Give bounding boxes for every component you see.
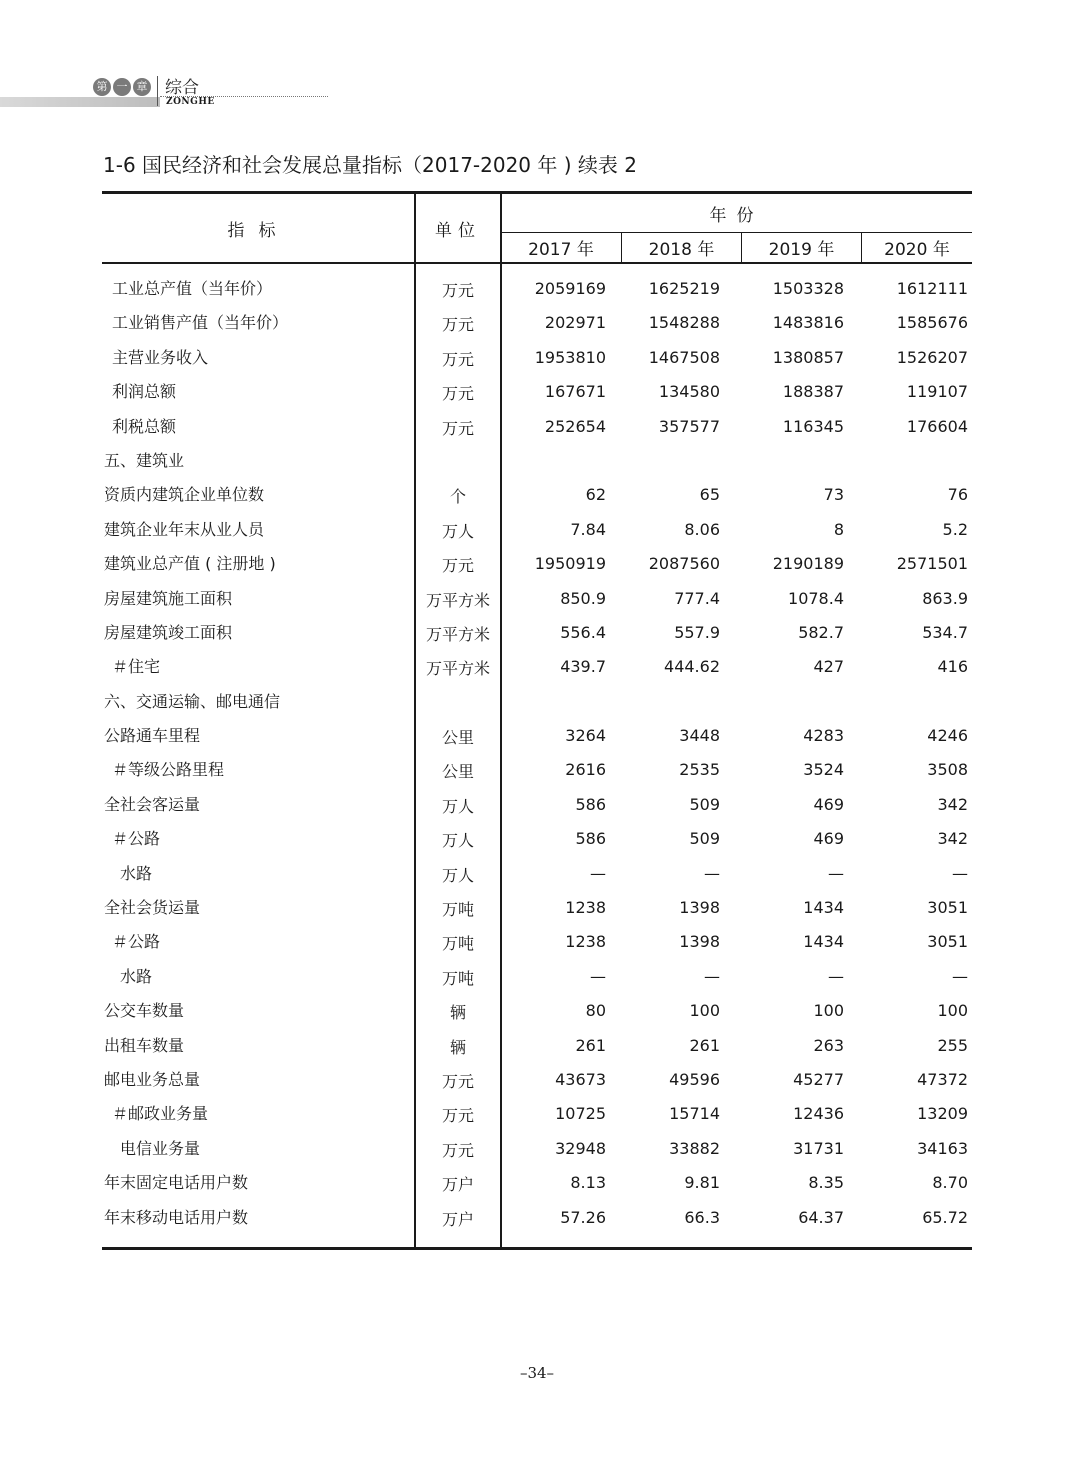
row-unit: 万元 (441, 556, 474, 576)
table-row (102, 272, 972, 306)
row-value: 582.7 (798, 622, 844, 642)
row-value (610, 444, 720, 478)
row-value: 2535 (679, 760, 720, 780)
row-value: 416 (937, 657, 968, 677)
row-unit: 万元 (441, 315, 474, 335)
table-row (102, 375, 972, 409)
row-value: 1380857 (772, 347, 844, 367)
row-indicator: 公路通车里程 (104, 726, 201, 746)
row-value: 167671 (544, 382, 606, 402)
row-unit: 万平方米 (425, 659, 490, 679)
row-value (858, 444, 968, 478)
chapter-seal-char: 一 (113, 78, 131, 96)
table-row (102, 1097, 972, 1131)
table-row (102, 994, 972, 1028)
row-unit (415, 687, 501, 721)
row-value: 1625219 (648, 279, 720, 298)
row-value: 1398 (679, 898, 720, 918)
row-indicator: 电信业务量 (120, 1138, 201, 1158)
row-indicator: 资质内建筑企业单位数 (104, 485, 265, 505)
row-value: 13209 (917, 1104, 968, 1124)
table-row (102, 753, 972, 787)
row-indicator: 房屋建筑竣工面积 (104, 622, 233, 642)
row-value: 1483816 (772, 313, 844, 333)
row-indicator: 公交车数量 (104, 1001, 185, 1021)
table-row (102, 513, 972, 547)
col-header-year: 2018 年 (648, 240, 715, 260)
row-value: 1548288 (648, 313, 720, 333)
row-unit: 万元 (441, 281, 474, 300)
table-row (102, 410, 972, 444)
row-value: 65.72 (922, 1207, 968, 1227)
row-value: 3051 (927, 898, 968, 918)
row-value: 57.26 (560, 1207, 606, 1227)
row-indicator: ＃等级公路里程 (112, 760, 225, 780)
row-value (734, 685, 844, 719)
row-unit: 万吨 (441, 900, 474, 920)
row-value: 15714 (669, 1104, 720, 1124)
row-value (496, 685, 606, 719)
row-value: 252654 (544, 416, 606, 436)
row-value: — (590, 966, 606, 986)
year-divider (741, 233, 742, 262)
row-value: 3508 (927, 760, 968, 780)
header-gray-bar (0, 97, 160, 107)
row-unit: 万户 (441, 1209, 474, 1229)
row-value: 1078.4 (788, 588, 844, 608)
row-value: 9.81 (684, 1173, 720, 1193)
col-header-year: 2019 年 (768, 240, 835, 260)
row-value: 3264 (565, 726, 606, 746)
row-value: 342 (937, 794, 968, 814)
col-header-years: 年份 (501, 194, 972, 233)
row-value: 34163 (917, 1138, 968, 1158)
page-number: –34– (519, 1364, 555, 1382)
row-value: 255 (937, 1035, 968, 1055)
chapter-seal-char: 章 (133, 78, 151, 96)
row-value: 73 (823, 485, 844, 505)
table-row (102, 478, 972, 512)
row-value: 202971 (544, 313, 606, 333)
row-value: 3448 (679, 726, 720, 746)
row-value: 5.2 (942, 519, 968, 539)
row-indicator: 年末固定电话用户数 (104, 1173, 249, 1193)
row-value: 4246 (927, 726, 968, 746)
table-row (102, 788, 972, 822)
table-row (102, 719, 972, 753)
table-row (102, 341, 972, 375)
column-divider-unit (500, 191, 502, 1250)
row-unit: 公里 (441, 762, 474, 782)
row-value: 65 (699, 485, 720, 505)
row-value: 33882 (669, 1138, 720, 1158)
row-value: 4283 (803, 726, 844, 746)
row-value (496, 444, 606, 478)
row-indicator: 房屋建筑施工面积 (104, 588, 233, 608)
table-body (102, 264, 972, 1247)
table-row (102, 960, 972, 994)
row-value: 32948 (555, 1138, 606, 1158)
row-value: 8.70 (932, 1173, 968, 1193)
row-value: 43673 (555, 1069, 606, 1089)
row-value: 863.9 (922, 588, 968, 608)
row-value: 1238 (565, 898, 606, 918)
col-header-year: 2020 年 (884, 240, 950, 260)
row-unit: 万元 (441, 1106, 474, 1126)
row-value: — (590, 863, 606, 883)
row-value: — (828, 966, 844, 986)
row-value: — (952, 863, 968, 883)
row-value: 1503328 (772, 279, 844, 298)
table-bottom-rule (102, 1247, 972, 1250)
row-indicator: 工业销售产值（当年价） (112, 313, 289, 333)
row-value: 1238 (565, 932, 606, 952)
row-value: 47372 (917, 1069, 968, 1089)
table-row (102, 1166, 972, 1200)
row-unit: 万元 (441, 1140, 474, 1160)
row-value: 7.84 (570, 519, 606, 539)
row-value: 3524 (803, 760, 844, 780)
table-row (102, 547, 972, 581)
row-value: 119107 (906, 382, 968, 402)
row-value: 427 (813, 657, 844, 677)
row-unit: 万吨 (441, 968, 474, 988)
row-value (610, 685, 720, 719)
row-value: 557.9 (674, 622, 720, 642)
table-header (102, 194, 972, 262)
row-unit: 公里 (441, 728, 474, 748)
table-row (102, 306, 972, 340)
row-value: 8 (833, 519, 844, 539)
row-value: 1467508 (648, 347, 720, 367)
row-value: 10725 (555, 1104, 606, 1124)
row-unit: 万元 (441, 384, 474, 404)
table-row (102, 685, 972, 719)
row-value: 509 (689, 829, 720, 849)
row-value: — (704, 863, 720, 883)
row-unit: 万人 (441, 796, 474, 816)
col-header-indicator: 指标 (227, 220, 290, 241)
table-row (102, 822, 972, 856)
row-value: 586 (575, 794, 606, 814)
row-value: 850.9 (560, 588, 606, 608)
row-unit: 万户 (441, 1175, 474, 1195)
row-value: 357577 (658, 416, 720, 436)
row-value: 469 (813, 794, 844, 814)
row-value: 134580 (658, 382, 720, 402)
table-row (102, 1029, 972, 1063)
row-value: 49596 (669, 1069, 720, 1089)
row-value: 116345 (782, 416, 844, 436)
row-value: 2059169 (534, 279, 606, 298)
row-unit: 万人 (441, 865, 474, 885)
table-row (102, 616, 972, 650)
row-unit: 万人 (441, 831, 474, 851)
table-row (102, 857, 972, 891)
row-unit: 万吨 (441, 934, 474, 954)
row-value: 586 (575, 829, 606, 849)
row-value (858, 685, 968, 719)
chapter-divider (157, 76, 158, 106)
row-value: 188387 (782, 382, 844, 402)
row-value: 2616 (565, 760, 606, 780)
table-row (102, 444, 972, 478)
row-value: 64.37 (798, 1207, 844, 1227)
table-row (102, 925, 972, 959)
row-value: 1950919 (534, 554, 606, 574)
table-row (102, 891, 972, 925)
row-indicator: 建筑业总产值 ( 注册地 ) (104, 554, 276, 574)
row-indicator: 全社会货运量 (104, 898, 201, 918)
row-unit: 万元 (441, 418, 474, 438)
row-value: 534.7 (922, 622, 968, 642)
row-value: 45277 (793, 1069, 844, 1089)
table-row (102, 1201, 972, 1235)
row-unit: 万元 (441, 1071, 474, 1091)
chapter-seal-char: 第 (93, 78, 111, 96)
row-value: — (952, 966, 968, 986)
table-row (102, 650, 972, 684)
row-value: 8.13 (570, 1173, 606, 1193)
row-value: 1434 (803, 898, 844, 918)
row-indicator: 六、交通运输、邮电通信 (104, 691, 281, 711)
row-indicator: 工业总产值（当年价） (112, 279, 273, 298)
col-header-unit: 单位 (435, 220, 481, 241)
row-value: 1953810 (534, 347, 606, 367)
row-indicator: 利税总额 (112, 416, 177, 436)
row-value: 342 (937, 829, 968, 849)
indicator-table (102, 191, 972, 1250)
row-unit: 万平方米 (425, 590, 490, 610)
row-indicator: 出租车数量 (104, 1035, 185, 1055)
row-value: 2190189 (772, 554, 844, 574)
row-value: 777.4 (674, 588, 720, 608)
row-unit: 万平方米 (425, 624, 490, 644)
row-indicator: ＃邮政业务量 (112, 1104, 209, 1124)
row-unit: 万元 (441, 349, 474, 369)
row-value: 444.62 (664, 657, 720, 677)
row-indicator: 年末移动电话用户数 (104, 1207, 249, 1227)
row-unit: 辆 (449, 1003, 466, 1023)
row-value: — (828, 863, 844, 883)
row-value: 80 (585, 1001, 606, 1021)
table-row (102, 1132, 972, 1166)
row-value: 1585676 (896, 313, 968, 333)
col-header-year: 2017 年 (528, 240, 594, 260)
row-indicator: ＃公路 (112, 829, 161, 849)
row-value: 556.4 (560, 622, 606, 642)
table-row (102, 1063, 972, 1097)
row-value: — (704, 966, 720, 986)
table-title: 1-6 国民经济和社会发展总量指标（2017-2020 年 ) 续表 2 (103, 153, 637, 177)
row-value: 261 (689, 1035, 720, 1055)
row-value: 509 (689, 794, 720, 814)
row-unit (415, 446, 501, 480)
chapter-seal (93, 77, 151, 96)
chapter-title-pinyin: ZONGHE (166, 97, 215, 107)
row-indicator: 主营业务收入 (112, 347, 209, 367)
year-divider (861, 233, 862, 262)
row-value: 1526207 (896, 347, 968, 367)
row-unit: 个 (449, 487, 466, 507)
row-indicator: ＃公路 (112, 932, 161, 952)
row-indicator: 水路 (120, 966, 153, 986)
row-indicator: 全社会客运量 (104, 794, 201, 814)
row-value: 439.7 (560, 657, 606, 677)
row-value: 100 (813, 1001, 844, 1021)
year-divider (621, 233, 622, 262)
row-value: 12436 (793, 1104, 844, 1124)
row-indicator: 五、建筑业 (104, 450, 185, 470)
row-value: 469 (813, 829, 844, 849)
column-divider-indicator (414, 191, 416, 1250)
row-value: 76 (947, 485, 968, 505)
row-value: 176604 (906, 416, 968, 436)
row-value: 263 (813, 1035, 844, 1055)
row-indicator: 利润总额 (112, 382, 177, 402)
row-value: 3051 (927, 932, 968, 952)
row-value: 100 (937, 1001, 968, 1021)
table-row (102, 582, 972, 616)
row-value: 1398 (679, 932, 720, 952)
row-value: 2571501 (896, 554, 968, 574)
row-value: 1434 (803, 932, 844, 952)
row-unit: 辆 (449, 1037, 466, 1057)
row-value: 62 (585, 485, 606, 505)
row-value: 31731 (793, 1138, 844, 1158)
row-value (734, 444, 844, 478)
chapter-title: 综合 (165, 78, 199, 98)
row-value: 1612111 (896, 279, 968, 298)
row-value: 261 (575, 1035, 606, 1055)
row-indicator: 邮电业务总量 (104, 1069, 201, 1089)
row-unit: 万人 (441, 521, 474, 541)
row-value: 8.06 (684, 519, 720, 539)
row-indicator: 建筑企业年末从业人员 (104, 519, 265, 539)
row-value: 2087560 (648, 554, 720, 574)
row-indicator: ＃住宅 (112, 657, 161, 677)
row-value: 100 (689, 1001, 720, 1021)
row-indicator: 水路 (120, 863, 153, 883)
row-value: 66.3 (684, 1207, 720, 1227)
row-value: 8.35 (808, 1173, 844, 1193)
